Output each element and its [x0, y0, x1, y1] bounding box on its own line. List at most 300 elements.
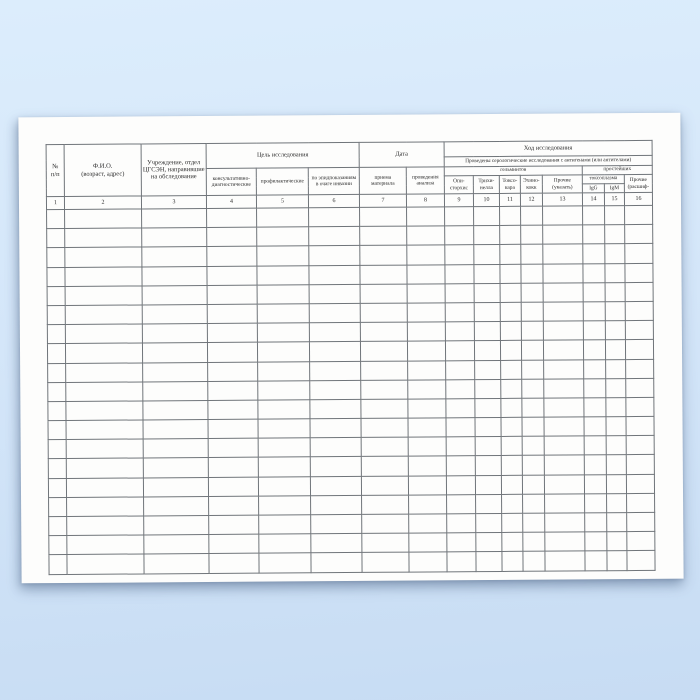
empty-data-cell	[209, 515, 259, 535]
empty-data-cell	[606, 378, 626, 397]
empty-data-cell	[142, 247, 207, 267]
empty-data-cell	[521, 264, 543, 283]
empty-data-cell	[65, 209, 142, 229]
empty-data-cell	[360, 322, 407, 342]
empty-data-cell	[502, 532, 523, 551]
empty-data-cell	[310, 361, 361, 381]
empty-data-cell	[142, 228, 207, 248]
empty-data-cell	[445, 264, 474, 283]
empty-data-cell	[257, 208, 309, 228]
empty-data-cell	[606, 436, 626, 455]
empty-data-cell	[409, 495, 447, 514]
empty-data-cell	[475, 437, 501, 456]
empty-data-cell	[361, 437, 408, 457]
document-paper	[18, 113, 683, 584]
empty-data-cell	[583, 263, 605, 282]
empty-data-cell	[66, 478, 143, 498]
empty-data-cell	[605, 244, 625, 263]
column-number-cell: 8	[406, 194, 444, 207]
empty-data-cell	[66, 420, 143, 440]
empty-data-cell	[545, 551, 585, 570]
empty-data-cell	[476, 513, 502, 532]
empty-data-cell	[47, 286, 65, 305]
empty-data-cell	[605, 340, 625, 359]
empty-data-cell	[208, 362, 258, 382]
empty-data-cell	[309, 227, 360, 247]
header-cell-opisthorchis: Опи- сторхис	[444, 176, 473, 194]
empty-data-cell	[67, 497, 144, 517]
empty-data-cell	[544, 474, 584, 493]
empty-data-cell	[258, 438, 310, 458]
empty-data-cell	[521, 283, 543, 302]
column-number-cell: 7	[359, 194, 406, 207]
empty-data-cell	[627, 493, 655, 512]
empty-data-cell	[626, 436, 654, 455]
empty-data-cell	[144, 535, 209, 555]
header-group-course: Ход исследования	[444, 140, 652, 156]
empty-data-cell	[475, 475, 501, 494]
empty-data-cell	[47, 325, 65, 344]
empty-data-cell	[258, 400, 310, 420]
empty-data-cell	[543, 340, 583, 359]
empty-data-cell	[605, 225, 625, 244]
empty-data-cell	[501, 398, 522, 417]
empty-data-cell	[606, 474, 626, 493]
empty-data-cell	[583, 244, 605, 263]
empty-data-cell	[626, 378, 654, 397]
registration-form-table	[46, 140, 656, 575]
header-cell-other-protozoa: Прочие (расшиф-	[624, 174, 652, 192]
empty-data-cell	[626, 455, 654, 474]
empty-data-cell	[446, 437, 475, 456]
header-group-protozoa: простейших	[582, 165, 652, 174]
empty-data-cell	[142, 343, 207, 363]
empty-data-cell	[543, 225, 583, 244]
empty-data-cell	[445, 207, 474, 226]
empty-data-cell	[309, 323, 360, 343]
empty-data-cell	[259, 515, 311, 535]
empty-data-cell	[65, 305, 142, 325]
empty-data-cell	[143, 400, 208, 420]
empty-data-cell	[523, 552, 545, 571]
empty-data-cell	[409, 514, 447, 533]
empty-data-cell	[446, 379, 475, 398]
empty-data-cell	[311, 514, 362, 534]
empty-data-cell	[521, 340, 543, 359]
header-cell-consult: консультативно- диагностические	[206, 168, 256, 195]
empty-data-cell	[543, 302, 583, 321]
empty-data-cell	[583, 206, 605, 225]
empty-data-cell	[584, 474, 606, 493]
empty-data-cell	[257, 304, 309, 324]
empty-data-cell	[605, 282, 625, 301]
empty-data-cell	[47, 267, 65, 286]
empty-data-cell	[625, 225, 653, 244]
empty-data-cell	[257, 342, 309, 362]
header-cell-number: № п/п	[46, 144, 64, 196]
header-group-helminths: гельминтов	[444, 166, 582, 176]
empty-data-cell	[362, 552, 409, 572]
empty-data-cell	[585, 551, 607, 570]
empty-data-cell	[207, 285, 257, 305]
empty-data-cell	[49, 555, 67, 574]
empty-data-cell	[445, 245, 474, 264]
empty-data-cell	[626, 416, 654, 435]
empty-data-cell	[447, 494, 476, 513]
empty-data-cell	[408, 399, 446, 418]
empty-data-cell	[49, 497, 67, 516]
empty-data-cell	[544, 359, 584, 378]
empty-data-cell	[310, 438, 361, 458]
empty-data-cell	[65, 228, 142, 248]
empty-data-cell	[407, 341, 445, 360]
header-cell-epid: по эпидпоказаниям в очаге инвазии	[308, 167, 359, 194]
empty-data-cell	[310, 399, 361, 419]
header-group-toxoplasma: токсоплазма	[582, 175, 624, 184]
empty-data-cell	[474, 206, 500, 225]
empty-data-cell	[142, 324, 207, 344]
empty-data-cell	[625, 263, 653, 282]
empty-data-cell	[445, 341, 474, 360]
empty-data-cell	[144, 554, 209, 574]
header-cell-material-received: приема материала	[359, 167, 406, 194]
empty-data-cell	[474, 226, 500, 245]
empty-data-cell	[207, 208, 257, 228]
empty-data-cell	[310, 418, 361, 438]
empty-data-cell	[446, 418, 475, 437]
empty-data-cell	[258, 476, 310, 496]
empty-data-cell	[310, 476, 361, 496]
empty-data-cell	[445, 283, 474, 302]
empty-data-cell	[309, 246, 360, 266]
empty-data-cell	[47, 344, 65, 363]
empty-data-cell	[545, 532, 585, 551]
empty-data-cell	[361, 361, 408, 381]
empty-data-cell	[605, 206, 625, 225]
header-group-purpose: Цель исследования	[206, 142, 359, 168]
empty-data-cell	[502, 494, 523, 513]
empty-data-cell	[143, 439, 208, 459]
empty-data-cell	[258, 457, 310, 477]
empty-data-cell	[67, 535, 144, 555]
empty-data-cell	[360, 265, 407, 285]
empty-data-cell	[66, 458, 143, 478]
column-number-cell: 13	[542, 193, 582, 206]
empty-data-cell	[143, 420, 208, 440]
empty-data-cell	[259, 534, 311, 554]
empty-data-cell	[49, 536, 67, 555]
empty-data-cell	[65, 343, 142, 363]
empty-data-cell	[522, 379, 544, 398]
empty-data-cell	[361, 380, 408, 400]
empty-data-row	[49, 551, 655, 574]
empty-data-cell	[543, 206, 583, 225]
empty-data-cell	[446, 456, 475, 475]
empty-data-cell	[67, 516, 144, 536]
empty-data-cell	[501, 437, 522, 456]
empty-data-cell	[500, 264, 521, 283]
empty-data-cell	[521, 206, 543, 225]
empty-data-cell	[475, 379, 501, 398]
empty-data-cell	[500, 245, 521, 264]
empty-data-cell	[607, 493, 627, 512]
empty-data-cell	[474, 322, 500, 341]
empty-data-cell	[208, 419, 258, 439]
header-cell-analysis-date: проведения анализа	[406, 167, 444, 194]
empty-data-cell	[310, 380, 361, 400]
empty-data-cell	[446, 399, 475, 418]
empty-data-cell	[583, 282, 605, 301]
empty-data-cell	[476, 494, 502, 513]
header-cell-prophylactic: профилактические	[256, 168, 308, 195]
empty-data-cell	[360, 207, 407, 227]
empty-data-cell	[606, 455, 626, 474]
empty-data-cell	[49, 516, 67, 535]
empty-data-cell	[65, 267, 142, 287]
empty-data-cell	[502, 513, 523, 532]
empty-data-cell	[625, 321, 653, 340]
empty-data-cell	[257, 227, 309, 247]
empty-data-cell	[475, 418, 501, 437]
empty-data-cell	[360, 284, 407, 304]
empty-data-cell	[408, 418, 446, 437]
empty-data-cell	[48, 382, 66, 401]
empty-data-cell	[522, 398, 544, 417]
empty-data-cell	[257, 246, 309, 266]
empty-data-cell	[360, 226, 407, 246]
empty-data-cell	[544, 398, 584, 417]
empty-data-cell	[48, 440, 66, 459]
empty-data-cell	[543, 244, 583, 263]
empty-data-cell	[446, 475, 475, 494]
empty-data-cell	[309, 265, 360, 285]
empty-data-cell	[67, 554, 144, 574]
empty-data-cell	[207, 227, 257, 247]
empty-data-cell	[209, 496, 259, 516]
empty-data-cell	[605, 302, 625, 321]
empty-data-cell	[143, 477, 208, 497]
empty-data-cell	[584, 378, 606, 397]
empty-data-cell	[607, 513, 627, 532]
empty-data-cell	[476, 533, 502, 552]
empty-data-cell	[361, 418, 408, 438]
empty-data-cell	[208, 477, 258, 497]
empty-data-cell	[208, 381, 258, 401]
empty-data-cell	[360, 245, 407, 265]
empty-data-cell	[48, 421, 66, 440]
empty-data-cell	[259, 496, 311, 516]
empty-data-cell	[502, 552, 523, 571]
empty-data-cell	[65, 324, 142, 344]
empty-data-cell	[447, 533, 476, 552]
empty-data-cell	[408, 360, 446, 379]
empty-data-cell	[544, 436, 584, 455]
empty-data-cell	[258, 380, 310, 400]
empty-data-cell	[522, 475, 544, 494]
empty-data-cell	[523, 494, 545, 513]
empty-data-cell	[544, 417, 584, 436]
header-cell-institution: Учреждение, отдел ЦГСЭН, направившие на обследование	[141, 144, 206, 196]
empty-data-cell	[474, 245, 500, 264]
empty-data-cell	[142, 285, 207, 305]
empty-data-cell	[144, 515, 209, 535]
empty-data-cell	[523, 532, 545, 551]
empty-data-cell	[208, 438, 258, 458]
empty-data-cell	[361, 476, 408, 496]
empty-data-cell	[625, 244, 653, 263]
empty-data-cell	[362, 495, 409, 515]
empty-data-cell	[407, 303, 445, 322]
empty-data-cell	[500, 226, 521, 245]
empty-data-cell	[48, 363, 66, 382]
empty-data-cell	[544, 379, 584, 398]
empty-data-cell	[585, 513, 607, 532]
empty-data-cell	[447, 552, 476, 571]
empty-data-cell	[625, 205, 653, 224]
empty-data-cell	[311, 534, 362, 554]
empty-data-cell	[474, 302, 500, 321]
empty-data-cell	[474, 341, 500, 360]
empty-data-cell	[361, 457, 408, 477]
empty-data-cell	[627, 551, 655, 570]
empty-data-cell	[142, 304, 207, 324]
empty-data-cell	[408, 380, 446, 399]
empty-data-cell	[445, 322, 474, 341]
empty-data-cell	[521, 321, 543, 340]
empty-data-cell	[208, 400, 258, 420]
empty-data-cell	[585, 532, 607, 551]
empty-data-cell	[501, 475, 522, 494]
empty-data-cell	[585, 494, 607, 513]
column-number-cell: 15	[604, 193, 624, 206]
empty-data-cell	[501, 417, 522, 436]
empty-data-cell	[142, 209, 207, 229]
empty-data-cell	[501, 379, 522, 398]
empty-data-cell	[48, 401, 66, 420]
empty-data-cell	[66, 401, 143, 421]
empty-data-cell	[65, 247, 142, 267]
column-number-cell: 14	[582, 193, 604, 206]
empty-data-cell	[543, 283, 583, 302]
empty-data-cell	[521, 245, 543, 264]
empty-data-cell	[607, 532, 627, 551]
empty-data-cell	[501, 360, 522, 379]
empty-data-cell	[259, 553, 311, 573]
empty-data-cell	[521, 225, 543, 244]
empty-data-cell	[66, 382, 143, 402]
column-number-cell: 1	[46, 196, 64, 209]
empty-data-cell	[501, 456, 522, 475]
empty-data-cell	[584, 359, 606, 378]
empty-data-cell	[257, 323, 309, 343]
empty-data-cell	[523, 513, 545, 532]
empty-data-cell	[309, 303, 360, 323]
empty-data-cell	[47, 209, 65, 228]
empty-data-cell	[310, 457, 361, 477]
empty-data-cell	[475, 360, 501, 379]
column-number-cell: 3	[141, 196, 206, 209]
empty-data-cell	[360, 303, 407, 323]
column-number-cell: 9	[444, 194, 473, 207]
empty-data-cell	[522, 436, 544, 455]
empty-data-cell	[207, 304, 257, 324]
empty-data-cell	[475, 456, 501, 475]
empty-data-cell	[47, 248, 65, 267]
empty-data-cell	[48, 459, 66, 478]
empty-data-cell	[583, 340, 605, 359]
empty-data-cell	[625, 282, 653, 301]
empty-data-cell	[543, 321, 583, 340]
empty-data-cell	[143, 362, 208, 382]
column-number-cell: 16	[624, 192, 652, 205]
empty-data-cell	[626, 397, 654, 416]
header-cell-echinococcus: Эхино- кокк	[520, 175, 542, 193]
empty-data-cell	[144, 496, 209, 516]
empty-data-cell	[66, 362, 143, 382]
empty-data-cell	[626, 474, 654, 493]
empty-data-cell	[47, 305, 65, 324]
empty-data-cell	[143, 381, 208, 401]
empty-data-cell	[48, 478, 66, 497]
empty-data-cell	[362, 514, 409, 534]
empty-data-cell	[208, 458, 258, 478]
empty-data-cell	[606, 417, 626, 436]
empty-data-cell	[521, 302, 543, 321]
empty-data-cell	[258, 419, 310, 439]
header-cell-other-helminths: Прочие (указать)	[542, 175, 582, 193]
empty-data-cell	[309, 284, 360, 304]
empty-data-cell	[311, 495, 362, 515]
empty-data-cell	[584, 398, 606, 417]
empty-data-cell	[309, 342, 360, 362]
empty-data-cell	[407, 207, 445, 226]
empty-data-cell	[475, 398, 501, 417]
empty-data-cell	[207, 247, 257, 267]
empty-data-cell	[545, 494, 585, 513]
empty-data-cell	[607, 551, 627, 570]
empty-data-cell	[605, 321, 625, 340]
empty-data-cell	[445, 303, 474, 322]
empty-data-cell	[606, 397, 626, 416]
empty-data-cell	[209, 534, 259, 554]
empty-data-cell	[500, 283, 521, 302]
empty-data-cell	[445, 226, 474, 245]
empty-data-cell	[583, 321, 605, 340]
empty-data-cell	[625, 301, 653, 320]
empty-data-cell	[258, 361, 310, 381]
empty-data-cell	[543, 263, 583, 282]
empty-data-cell	[584, 455, 606, 474]
empty-data-cell	[66, 439, 143, 459]
empty-data-cell	[209, 554, 259, 574]
empty-data-cell	[476, 552, 502, 571]
column-number-cell: 4	[206, 195, 256, 208]
empty-data-cell	[500, 321, 521, 340]
empty-data-cell	[362, 533, 409, 553]
column-number-cell: 10	[473, 193, 499, 206]
empty-data-cell	[407, 264, 445, 283]
empty-data-cell	[361, 399, 408, 419]
empty-data-cell	[47, 229, 65, 248]
empty-data-cell	[407, 284, 445, 303]
empty-data-cell	[409, 533, 447, 552]
empty-data-cell	[544, 455, 584, 474]
empty-data-cell	[257, 285, 309, 305]
header-cell-fio: Ф.И.О. (возраст, адрес)	[64, 144, 141, 197]
empty-data-cell	[627, 512, 655, 531]
column-number-cell: 12	[520, 193, 542, 206]
empty-data-cell	[207, 342, 257, 362]
